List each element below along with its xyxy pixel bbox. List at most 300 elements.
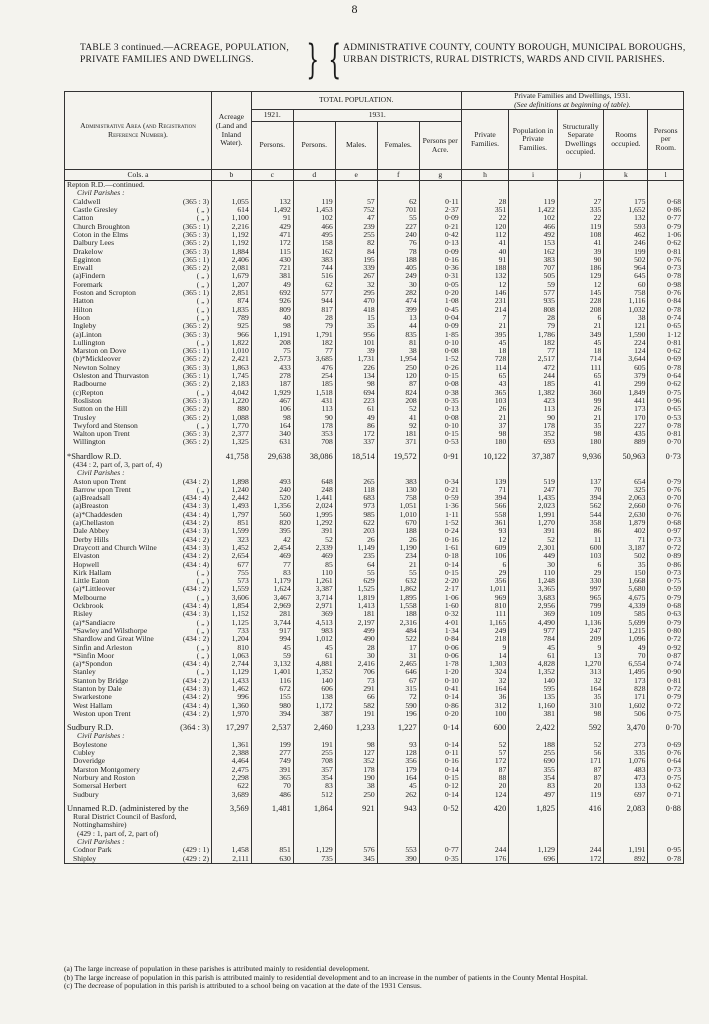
value-cell: 1,325	[211, 438, 251, 446]
value-cell: 208	[251, 339, 293, 347]
value-cell: 90	[557, 256, 603, 264]
value-cell: 966	[211, 331, 251, 339]
value-cell: 1,191	[604, 846, 648, 854]
value-cell: 512	[293, 791, 335, 799]
value-cell: 399	[377, 306, 419, 314]
value-cell: 606	[293, 685, 335, 693]
value-cell: 91	[251, 214, 293, 222]
value-cell: 1,125	[211, 619, 251, 627]
value-cell: 405	[377, 264, 419, 272]
value-cell: 721	[251, 264, 293, 272]
value-cell: 646	[377, 668, 419, 676]
value-cell: 2,083	[604, 805, 648, 813]
value-cell	[557, 469, 603, 477]
area-name	[65, 677, 212, 685]
value-cell: 1,116	[604, 297, 648, 305]
table-row	[65, 422, 684, 430]
area-label: Lullington	[73, 338, 106, 347]
value-cell: 395	[461, 331, 509, 339]
value-cell: 120	[461, 223, 509, 231]
value-cell: 435	[604, 430, 648, 438]
value-cell: 137	[557, 478, 603, 486]
value-cell: 969	[461, 594, 509, 602]
value-cell: 0·79	[648, 594, 684, 602]
value-cell	[509, 181, 558, 190]
area-name	[65, 397, 212, 405]
area-label: Radbourne	[73, 380, 107, 389]
value-cell: 2,216	[211, 223, 251, 231]
value-cell	[377, 461, 419, 469]
area-label: Hopwell	[73, 560, 100, 569]
value-cell	[377, 189, 419, 197]
value-cell	[211, 469, 251, 477]
area-name	[65, 248, 212, 256]
value-cell: 0·08	[419, 414, 461, 422]
value-cell: 2,660	[604, 502, 648, 510]
value-cell: 83	[251, 569, 293, 577]
value-cell: 162	[293, 248, 335, 256]
value-cell: 394	[251, 710, 293, 718]
value-cell: 18	[461, 347, 509, 355]
value-cell: 45	[557, 339, 603, 347]
area-label: Sudbury R.D.	[67, 724, 114, 733]
value-cell	[648, 830, 684, 838]
area-name	[65, 372, 212, 380]
area-name	[65, 561, 212, 569]
area-name	[65, 355, 212, 363]
value-cell	[509, 461, 558, 469]
value-cell: 250	[377, 364, 419, 372]
value-cell: 45	[377, 782, 419, 790]
table-row	[65, 685, 684, 693]
value-cell: 499	[335, 627, 377, 635]
value-cell: 670	[377, 519, 419, 527]
value-cell: 1·36	[419, 502, 461, 510]
value-cell: 45	[461, 339, 509, 347]
table-row	[65, 272, 684, 280]
value-cell: 339	[335, 264, 377, 272]
value-cell: 2,460	[293, 724, 335, 732]
value-cell: 102	[509, 214, 558, 222]
value-cell	[557, 821, 603, 829]
area-name	[65, 693, 212, 701]
value-cell	[419, 813, 461, 821]
value-cell	[211, 189, 251, 197]
value-cell: 325	[604, 486, 648, 494]
table-row	[65, 494, 684, 502]
value-cell: 66	[335, 693, 377, 701]
value-cell	[251, 189, 293, 197]
table-row	[65, 347, 684, 355]
value-cell: 98	[557, 710, 603, 718]
table-row	[65, 710, 684, 718]
col-rooms-header: Rooms occupied.	[604, 110, 648, 170]
value-cell: 181	[377, 430, 419, 438]
value-cell: 0·04	[419, 314, 461, 322]
value-cell: 171	[604, 693, 648, 701]
value-cell: 1,731	[335, 355, 377, 363]
registration-reference: (365 : 2)	[182, 413, 209, 422]
value-cell: 835	[377, 331, 419, 339]
value-cell: 133	[604, 782, 648, 790]
value-cell: 190	[335, 774, 377, 782]
value-cell: 973	[335, 502, 377, 510]
table-row	[65, 264, 684, 272]
registration-reference: (434 : 3)	[182, 543, 209, 552]
table-row	[65, 757, 684, 765]
value-cell: 1,590	[604, 331, 648, 339]
value-cell	[335, 469, 377, 477]
area-name	[65, 239, 212, 247]
area-name	[65, 347, 212, 355]
value-cell: 1,136	[557, 619, 603, 627]
value-cell: 6	[557, 561, 603, 569]
value-cell: 0·71	[648, 791, 684, 799]
value-cell	[251, 813, 293, 821]
registration-reference: ( „ )	[196, 305, 209, 314]
value-cell: 273	[604, 741, 648, 749]
value-cell: 77	[251, 561, 293, 569]
value-cell: 0·81	[648, 339, 684, 347]
area-label: Shardlow and Great Wilne	[73, 635, 154, 644]
value-cell: 0·20	[419, 289, 461, 297]
value-cell: 41	[461, 239, 509, 247]
area-label: Hilton	[73, 305, 93, 314]
value-cell: 21	[557, 414, 603, 422]
value-cell: 55	[377, 214, 419, 222]
value-cell: 98	[557, 430, 603, 438]
value-cell: 2,851	[211, 289, 251, 297]
value-cell: 120	[377, 372, 419, 380]
value-cell: 101	[335, 339, 377, 347]
value-cell: 313	[557, 668, 603, 676]
value-cell: 0·76	[648, 256, 684, 264]
table-row	[65, 355, 684, 363]
value-cell: 560	[251, 511, 293, 519]
value-cell: 20	[557, 782, 603, 790]
value-cell: 1,624	[251, 585, 293, 593]
table-row	[65, 724, 684, 732]
table-row	[65, 248, 684, 256]
area-name	[65, 846, 212, 854]
area-label: *Sinfin Moor	[73, 651, 115, 660]
value-cell: 35	[335, 322, 377, 330]
registration-reference: (429 : 1)	[182, 846, 209, 855]
value-cell: 1,012	[293, 635, 335, 643]
value-cell	[648, 821, 684, 829]
value-cell: 0·14	[419, 724, 461, 732]
value-cell	[557, 813, 603, 821]
area-label: Shipley	[73, 854, 97, 863]
value-cell: 0·78	[648, 422, 684, 430]
value-cell: 128	[377, 749, 419, 757]
pfd-title: Private Families and Dwellings, 1931.	[514, 91, 631, 100]
value-cell: 0·20	[419, 710, 461, 718]
value-cell: 29,638	[251, 453, 293, 461]
area-label: Osleston and Thurvaston	[73, 372, 149, 381]
registration-reference: (434 : 4)	[182, 602, 209, 611]
value-cell: 697	[604, 791, 648, 799]
value-cell: 84	[335, 248, 377, 256]
value-cell: 3,132	[251, 660, 293, 668]
value-cell: 2,197	[335, 619, 377, 627]
value-cell: 13	[377, 314, 419, 322]
area-label: (a)*Sandiacre	[73, 618, 116, 627]
value-cell: 0·79	[648, 478, 684, 486]
area-name	[65, 685, 212, 693]
value-cell: 2,654	[211, 552, 251, 560]
value-cell	[335, 189, 377, 197]
value-cell: 0·24	[419, 527, 461, 535]
value-cell: 0·79	[648, 223, 684, 231]
table-row	[65, 552, 684, 560]
value-cell	[377, 469, 419, 477]
value-cell: 654	[604, 478, 648, 486]
value-cell: 191	[335, 710, 377, 718]
value-cell	[251, 821, 293, 829]
area-label: Foston and Scropton	[73, 289, 136, 298]
value-cell	[604, 189, 648, 197]
value-cell: 354	[509, 774, 558, 782]
value-cell: 1,096	[604, 635, 648, 643]
value-cell: 0·95	[648, 846, 684, 854]
registration-reference: ( „ )	[196, 577, 209, 586]
value-cell	[461, 813, 509, 821]
value-cell: 4,042	[211, 389, 251, 397]
area-label: Dale Abbey	[73, 527, 110, 536]
value-cell: 980	[251, 702, 293, 710]
value-cell	[604, 469, 648, 477]
registration-reference: (365 : 3)	[182, 430, 209, 439]
value-cell: 0·62	[648, 782, 684, 790]
value-cell: 492	[509, 231, 558, 239]
value-cell: 592	[557, 724, 603, 732]
value-cell: 129	[557, 272, 603, 280]
table-row	[65, 364, 684, 372]
value-cell: 1,819	[335, 594, 377, 602]
value-cell: 0·15	[419, 569, 461, 577]
value-cell: 0·72	[648, 685, 684, 693]
value-cell: 758	[377, 494, 419, 502]
value-cell	[419, 821, 461, 829]
area-name	[65, 198, 212, 206]
value-cell: 0·80	[648, 627, 684, 635]
registration-reference: ( „ )	[196, 643, 209, 652]
value-cell: 228	[557, 297, 603, 305]
value-cell: 391	[251, 766, 293, 774]
value-cell	[461, 461, 509, 469]
value-cell: 1,884	[211, 248, 251, 256]
registration-reference: ( „ )	[196, 338, 209, 347]
value-cell: 0·77	[419, 846, 461, 854]
value-cell: 383	[293, 256, 335, 264]
value-cell: 38,086	[293, 453, 335, 461]
value-cell: 0·15	[419, 430, 461, 438]
value-cell: 0·96	[648, 397, 684, 405]
value-cell: 2,573	[251, 355, 293, 363]
value-cell: 1,493	[211, 502, 251, 510]
value-cell: 171	[557, 757, 603, 765]
value-cell: 187	[251, 380, 293, 388]
value-cell: 2·17	[419, 585, 461, 593]
value-cell: 32	[335, 281, 377, 289]
table-row	[65, 627, 684, 635]
value-cell	[251, 838, 293, 846]
column-letter: k	[604, 170, 648, 181]
value-cell: 692	[251, 289, 293, 297]
table-row	[65, 602, 684, 610]
table-body	[65, 181, 684, 864]
area-label: Codnor Park	[73, 846, 112, 855]
value-cell: 41,758	[211, 453, 251, 461]
table-row	[65, 511, 684, 519]
value-cell: 93	[461, 527, 509, 535]
area-name	[65, 264, 212, 272]
value-cell: 483	[604, 766, 648, 774]
value-cell	[648, 813, 684, 821]
pfd-subtitle: (See definitions at beginning of table).	[514, 99, 631, 109]
value-cell: 98	[461, 430, 509, 438]
value-cell: 1,270	[557, 660, 603, 668]
value-cell: 247	[509, 486, 558, 494]
value-cell: 2,465	[377, 660, 419, 668]
value-cell: 0·09	[419, 248, 461, 256]
value-cell: 573	[211, 577, 251, 585]
area-label: Stanton by Dale	[73, 685, 122, 693]
registration-reference: ( „ )	[196, 297, 209, 306]
value-cell: 2,744	[211, 660, 251, 668]
table-row	[65, 502, 684, 510]
value-cell: 335	[604, 749, 648, 757]
registration-reference: (434 : 2)	[182, 693, 209, 702]
value-cell: 824	[377, 389, 419, 397]
value-cell: 162	[509, 248, 558, 256]
area-label: Ockbrook	[73, 602, 104, 611]
value-cell	[604, 181, 648, 190]
area-name	[65, 741, 212, 749]
value-cell: 1·08	[419, 297, 461, 305]
value-cell: 356	[377, 757, 419, 765]
value-cell	[557, 830, 603, 838]
value-cell: 249	[461, 627, 509, 635]
value-cell: 1,995	[293, 511, 335, 519]
value-cell: 335	[557, 206, 603, 214]
value-cell: 0·14	[419, 693, 461, 701]
value-cell: 28	[509, 314, 558, 322]
value-cell	[419, 732, 461, 740]
area-name	[65, 469, 212, 477]
value-cell: 77	[509, 347, 558, 355]
value-cell: 1,558	[377, 602, 419, 610]
value-cell	[293, 461, 335, 469]
value-cell: 926	[251, 297, 293, 305]
value-cell: 108	[557, 231, 603, 239]
value-cell: 2,416	[335, 660, 377, 668]
value-cell: 87	[377, 380, 419, 388]
area-label: Hoon	[73, 313, 90, 322]
value-cell: 2,024	[293, 502, 335, 510]
table-row	[65, 660, 684, 668]
value-cell: 70	[557, 486, 603, 494]
value-cell: 98	[251, 322, 293, 330]
value-cell: 1,215	[604, 627, 648, 635]
value-cell: 255	[335, 231, 377, 239]
value-cell: 553	[377, 846, 419, 854]
value-cell: 817	[293, 306, 335, 314]
value-cell	[335, 830, 377, 838]
value-cell: 994	[251, 635, 293, 643]
value-cell	[293, 821, 335, 829]
value-cell	[251, 469, 293, 477]
value-cell: 4,490	[509, 619, 558, 627]
value-cell: 49	[335, 414, 377, 422]
value-cell: 59	[509, 281, 558, 289]
value-cell: 1,862	[377, 585, 419, 593]
value-cell: 387	[293, 710, 335, 718]
value-cell	[648, 469, 684, 477]
value-cell: 203	[335, 527, 377, 535]
col-persons-per-room-header: Persons per Room.	[648, 110, 684, 170]
value-cell: 0·26	[419, 364, 461, 372]
value-cell: 138	[293, 693, 335, 701]
value-cell: 164	[251, 422, 293, 430]
value-cell: 0·68	[648, 519, 684, 527]
value-cell: 1,129	[509, 846, 558, 854]
value-cell: 1,063	[211, 652, 251, 660]
area-label: (a)*Spondon	[73, 660, 113, 669]
value-cell: 0·35	[419, 855, 461, 864]
footnote: (c) The decrease of population in this parish is attributed to a school being on vacation at the date of the 1931 Census.	[64, 981, 422, 991]
value-cell: 810	[211, 644, 251, 652]
value-cell: 188	[509, 741, 558, 749]
value-cell: 0·79	[648, 619, 684, 627]
value-cell: 246	[604, 239, 648, 247]
registration-reference: ( „ )	[196, 618, 209, 627]
table-row	[65, 585, 684, 593]
value-cell: 140	[509, 677, 558, 685]
area-name	[65, 627, 212, 635]
table-row	[65, 339, 684, 347]
registration-reference: (365 : 3)	[182, 396, 209, 405]
value-cell: 544	[557, 511, 603, 519]
value-cell: 26	[335, 536, 377, 544]
value-cell: 234	[377, 552, 419, 560]
value-cell: 170	[604, 414, 648, 422]
value-cell: 110	[293, 569, 335, 577]
value-cell	[335, 838, 377, 846]
value-cell: 1,786	[509, 331, 558, 339]
table-row	[65, 214, 684, 222]
value-cell: 70	[251, 782, 293, 790]
table-row	[65, 239, 684, 247]
value-cell: 0·75	[648, 389, 684, 397]
area-label: Sudbury	[73, 790, 99, 799]
value-cell: 21	[557, 322, 603, 330]
area-label: Egginton	[73, 255, 101, 264]
value-cell: 0·68	[648, 198, 684, 206]
area-name	[65, 256, 212, 264]
value-cell: 677	[211, 561, 251, 569]
value-cell: 323	[211, 536, 251, 544]
value-cell: 247	[557, 627, 603, 635]
value-cell: 519	[509, 478, 558, 486]
value-cell: 31	[377, 652, 419, 660]
value-cell: 1·85	[419, 331, 461, 339]
value-cell: 140	[293, 677, 335, 685]
value-cell: 324	[461, 668, 509, 676]
area-name	[65, 710, 212, 718]
value-cell: 379	[604, 372, 648, 380]
